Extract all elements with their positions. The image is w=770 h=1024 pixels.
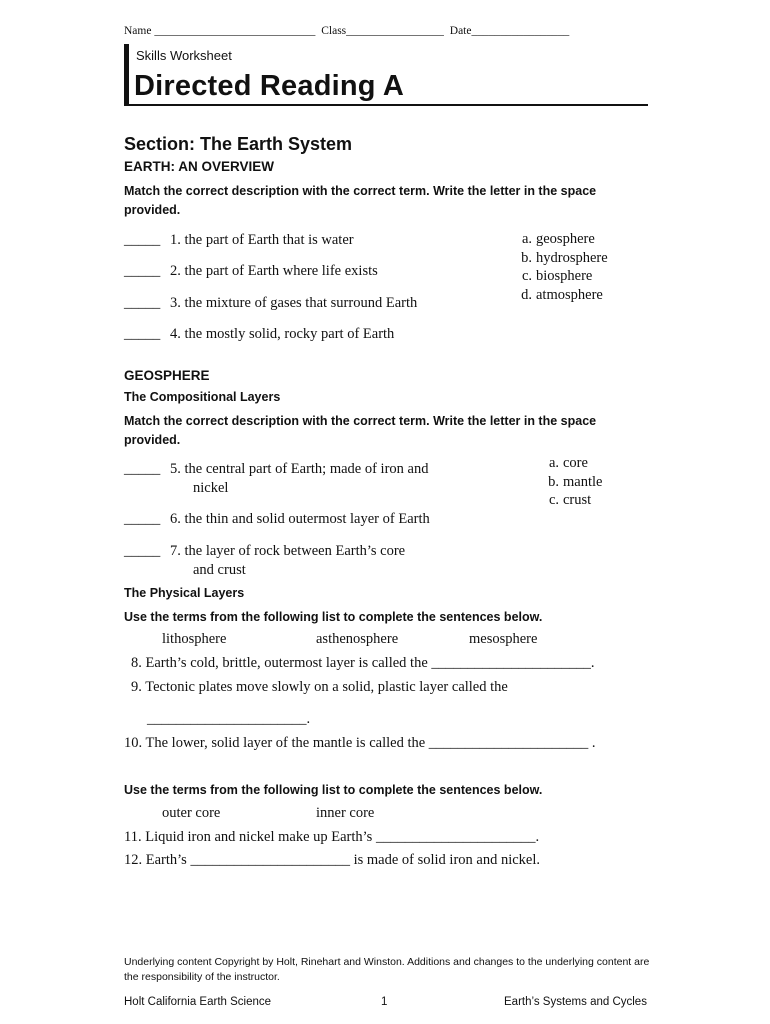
question-text: 4. the mostly solid, rocky part of Earth xyxy=(170,326,395,342)
question-5-continued: nickel xyxy=(193,480,229,496)
answer-blank[interactable]: _____ xyxy=(124,461,161,477)
question-7 xyxy=(124,543,405,560)
question-text: 6. the thin and solid outermost layer of Earth xyxy=(170,511,430,527)
geosphere-instruction: Match the correct description with the correct term. Write the letter in the space provided. xyxy=(124,414,597,447)
term-lithosphere: lithosphere xyxy=(162,631,227,647)
question-6 xyxy=(124,511,430,528)
date-field-label[interactable]: Date_________________ xyxy=(449,25,570,37)
term-asthenosphere: asthenosphere xyxy=(316,631,399,647)
header-line xyxy=(124,25,572,37)
sentence-12: 12. Earth’s ______________________ is made of solid iron and nickel. xyxy=(124,852,541,868)
sentence-9-continued: ______________________. xyxy=(147,711,311,727)
sentence-10: 10. The lower, solid layer of the mantle is called the ______________________ . xyxy=(124,735,596,751)
answer-blank[interactable]: _____ xyxy=(124,295,161,311)
answer-blank[interactable]: _____ xyxy=(124,326,161,342)
answer-blank[interactable]: _____ xyxy=(124,511,161,527)
name-field-label[interactable]: Name ____________________________ xyxy=(124,25,316,37)
worksheet-title: Directed Reading A xyxy=(134,70,405,102)
geosphere-choices xyxy=(541,454,602,510)
question-text: 1. the part of Earth that is water xyxy=(170,232,354,248)
question-7-continued: and crust xyxy=(193,562,246,578)
choice-item: d. atmosphere xyxy=(521,286,603,303)
title-bar-accent xyxy=(124,44,129,106)
question-3 xyxy=(124,295,417,312)
question-1 xyxy=(124,232,354,249)
sentence-9: 9. Tectonic plates move slowly on a solid, plastic layer called the xyxy=(131,679,508,695)
answer-blank[interactable]: _____ xyxy=(124,263,161,279)
choice-item: a. core xyxy=(548,455,588,471)
question-text: 7. the layer of rock between Earth’s core xyxy=(170,543,406,559)
question-4 xyxy=(124,326,394,343)
answer-blank[interactable]: _____ xyxy=(124,232,161,248)
worksheet-label: Skills Worksheet xyxy=(136,48,232,63)
question-5 xyxy=(124,461,428,478)
physical-instruction: Use the terms from the following list to complete the sentences below. xyxy=(124,610,543,624)
choice-item: c. crust xyxy=(548,492,592,508)
overview-choices xyxy=(514,230,608,304)
title-rule xyxy=(124,104,648,106)
footer-chapter-title: Earth’s Systems and Cycles xyxy=(504,996,647,1008)
answer-blank[interactable]: _____ xyxy=(124,543,161,559)
choice-item: c. biosphere xyxy=(521,268,593,284)
question-text: 3. the mixture of gases that surround Earth xyxy=(170,295,418,311)
section-title: Section: The Earth System xyxy=(124,134,353,154)
sentence-8: 8. Earth’s cold, brittle, outermost layer is called the ______________________. xyxy=(131,655,595,671)
overview-instruction: Match the correct description with the correct term. Write the letter in the space provided. xyxy=(124,184,597,217)
footer-book-title: Holt California Earth Science xyxy=(124,996,272,1008)
footer-page-number: 1 xyxy=(381,996,388,1008)
compositional-layers-heading: The Compositional Layers xyxy=(124,390,281,404)
question-text: 5. the central part of Earth; made of iron and xyxy=(170,461,429,477)
term-outer-core: outer core xyxy=(162,805,221,821)
geosphere-heading: GEOSPHERE xyxy=(124,368,210,383)
copyright-note: Underlying content Copyright by Holt, Rinehart and Winston. Additions and changes to the underlying content are the responsibility of the instructor. xyxy=(124,956,650,983)
term-mesosphere: mesosphere xyxy=(469,631,538,647)
overview-heading: EARTH: AN OVERVIEW xyxy=(124,159,275,174)
physical-layers-heading: The Physical Layers xyxy=(124,586,245,600)
choice-item: b. hydrosphere xyxy=(521,249,608,266)
question-text: 2. the part of Earth where life exists xyxy=(170,263,378,279)
choice-item: b. mantle xyxy=(548,473,603,490)
term-inner-core: inner core xyxy=(316,805,375,821)
question-2 xyxy=(124,263,378,280)
sentence-11: 11. Liquid iron and nickel make up Earth’s ______________________. xyxy=(124,829,540,845)
class-field-label[interactable]: Class_________________ xyxy=(321,25,444,37)
choice-item: a. geosphere xyxy=(521,231,595,247)
core-instruction: Use the terms from the following list to complete the sentences below. xyxy=(124,783,543,797)
